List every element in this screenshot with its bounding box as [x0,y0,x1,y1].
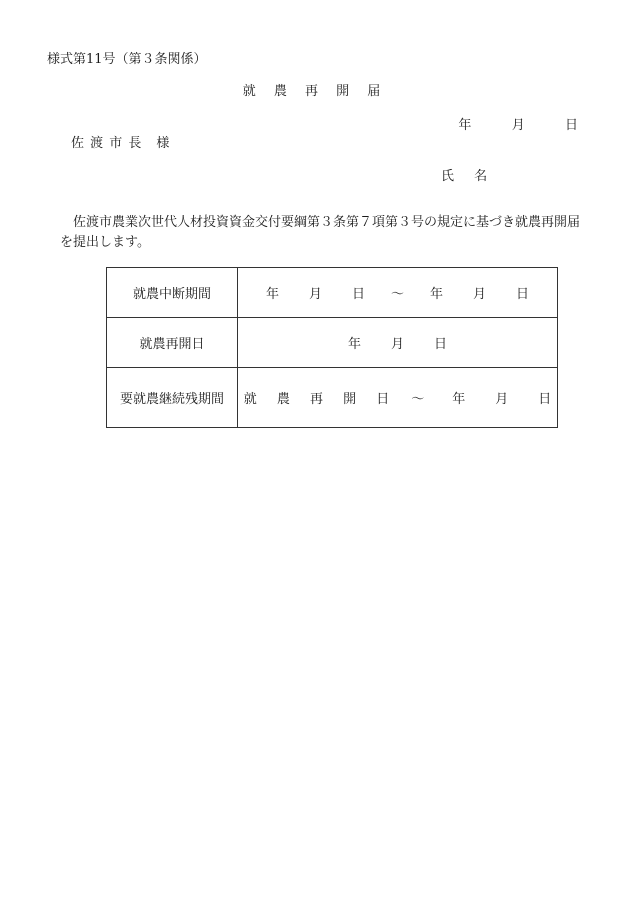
date-year-label: 年 [458,118,472,133]
info-table [106,267,558,428]
row-label-remaining-period: 要就農継続残期間 [107,368,238,428]
remaining-period-fields [238,388,557,407]
table-row [107,268,558,318]
start-year-label: 年 [265,287,279,302]
document-title [0,80,630,99]
document-title-text: 就 農 再 開 届 [242,84,388,99]
end-year-label: 年 [430,287,444,302]
date-month-label: 月 [511,118,525,133]
resumption-date-fields [238,333,557,352]
submission-date [458,114,578,133]
start-day-label: 日 [351,287,365,302]
row-label-resumption-date: 就農再開日 [107,318,238,368]
end-day-label: 日 [516,287,530,302]
end-month-label: 月 [473,287,487,302]
row-value-resumption-date [238,318,558,368]
remaining-end-year-label: 年 [452,392,466,407]
interruption-period-fields [238,283,557,302]
start-month-label: 月 [308,287,322,302]
row-value-remaining-period [238,368,558,428]
applicant-name-label: 氏 名 [441,169,496,184]
table-row [107,368,558,428]
tilde-separator: ～ [390,287,404,302]
resume-month-label: 月 [390,337,404,352]
tilde-separator: ～ [411,392,425,407]
date-day-label: 日 [564,118,578,133]
addressee: 佐 渡 市 長 様 [71,136,171,151]
remaining-end-month-label: 月 [495,392,509,407]
remaining-end-day-label: 日 [538,392,552,407]
table-row [107,318,558,368]
resume-year-label: 年 [347,337,361,352]
resumption-date-text: 就 農 再 開 日 [243,392,398,407]
body-text: 佐渡市農業次世代人材投資資金交付要綱第３条第７項第３号の規定に基づき就農再開届を提出します。 [60,215,581,250]
row-label-interruption-period: 就農中断期間 [107,268,238,318]
row-value-interruption-period [238,268,558,318]
form-number: 様式第11号（第３条関係） [47,52,207,67]
resume-day-label: 日 [434,337,448,352]
